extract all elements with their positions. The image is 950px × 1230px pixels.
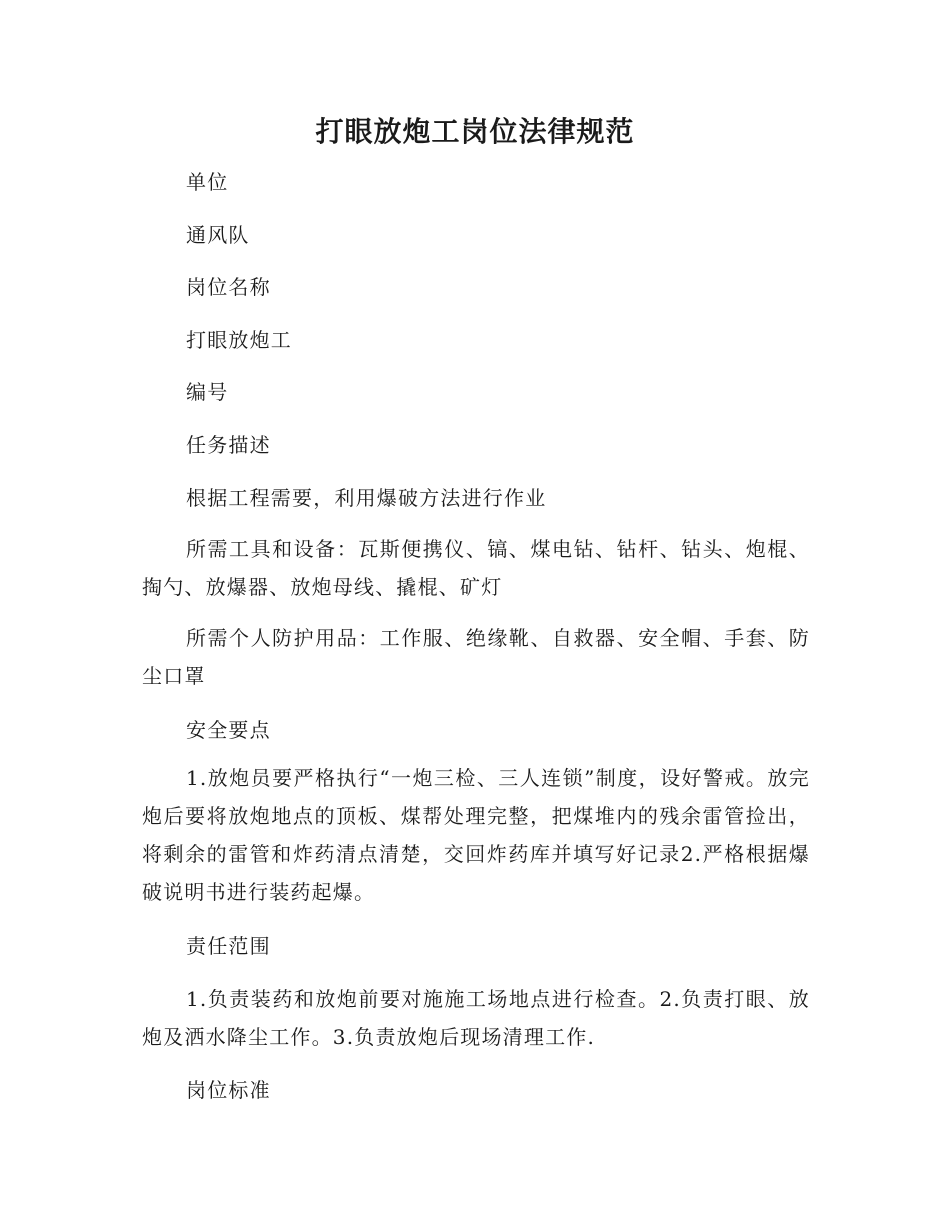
tools-paragraph: 所需工具和设备：瓦斯便携仪、镐、煤电钻、钻杆、钻头、炮棍、掏勺、放爆器、放炮母线、撬棍、矿灯 <box>142 537 810 599</box>
document-title: 打眼放炮工岗位法律规范 <box>315 115 635 148</box>
number-label: 编号 <box>186 380 229 404</box>
ppe-paragraph: 所需个人防护用品：工作服、绝缘靴、自救器、安全帽、手套、防尘口罩 <box>142 626 810 688</box>
safety-paragraph: 1.放炮员要严格执行“一炮三检、三人连锁”制度，设好警戒。放完炮后要将放炮地点的顶板、煤帮处理完整，把煤堆内的残余雷管捡出，将剩余的雷管和炸药清点清楚，交回炸药库并填写好记录2.严格根据爆破说明书进行装药起爆。 <box>142 766 810 904</box>
position-value: 打眼放炮工 <box>186 328 292 352</box>
safety-heading: 安全要点 <box>186 718 271 742</box>
responsibility-heading: 责任范围 <box>186 934 271 958</box>
position-label: 岗位名称 <box>186 275 271 299</box>
task-label: 任务描述 <box>186 433 271 457</box>
standard-heading: 岗位标准 <box>186 1078 271 1102</box>
responsibility-paragraph: 1.负责装药和放炮前要对施施工场地点进行检查。2.负责打眼、放炮及洒水降尘工作。3.负责放炮后现场清理工作. <box>142 987 810 1049</box>
task-value: 根据工程需要，利用爆破方法进行作业 <box>186 486 547 510</box>
unit-label: 单位 <box>186 170 229 194</box>
unit-value: 通风队 <box>186 223 250 247</box>
